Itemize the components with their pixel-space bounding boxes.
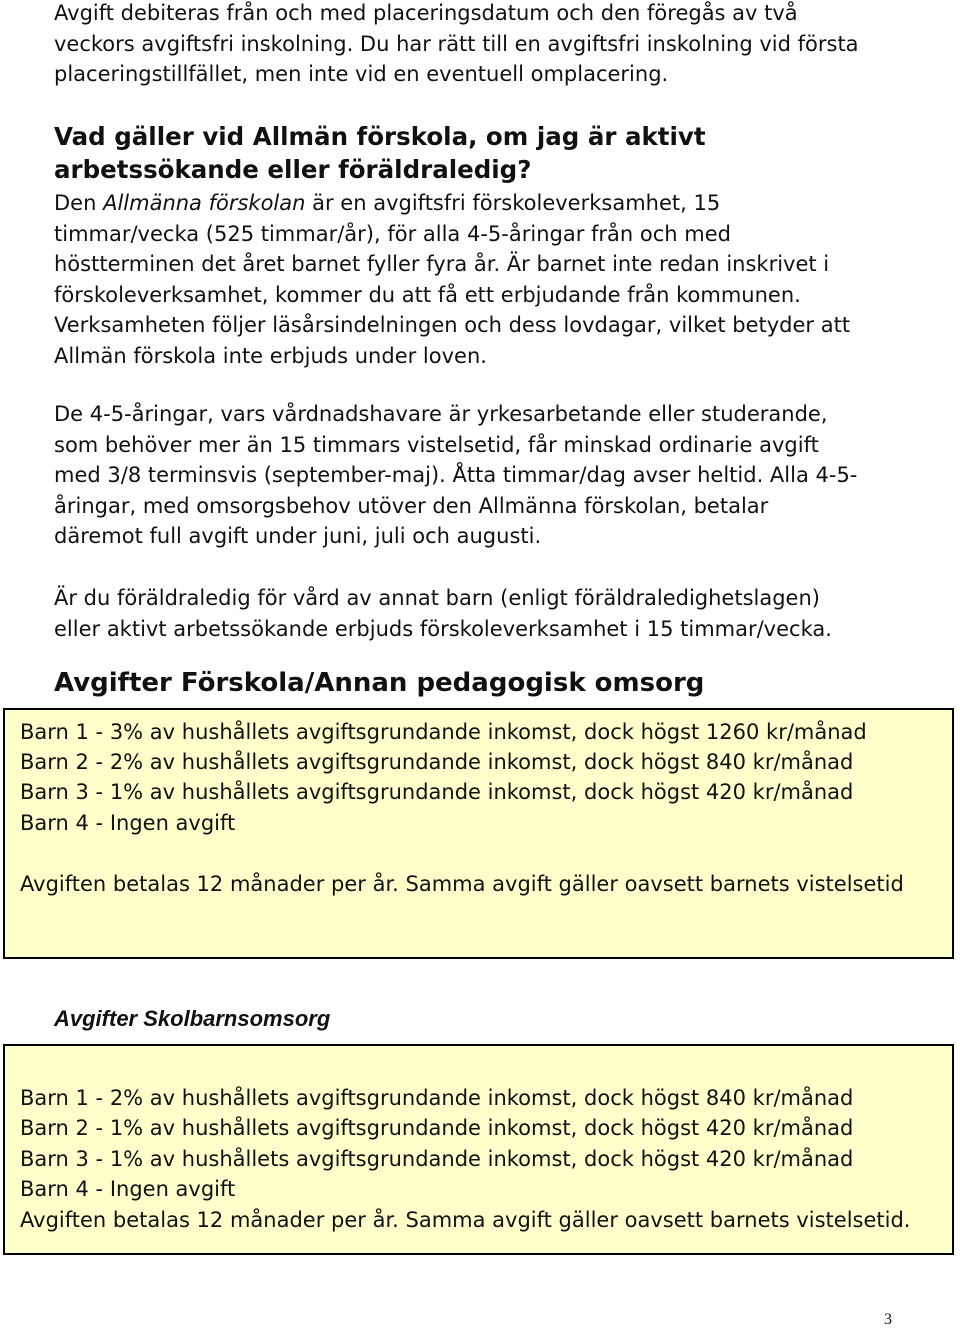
intro-paragraph: [54, 0, 944, 90]
emphasized-text: Allmänna förskolan: [103, 191, 306, 215]
fees-school-box: [3, 1044, 954, 1255]
paragraph-line: Är du föräldraledig för vård av annat barn (enligt föräldraledighetslagen): [54, 586, 820, 610]
page-number: 3: [884, 1311, 892, 1328]
allman-paragraph-3: [54, 583, 944, 644]
fee-line: Barn 3 - 1% av hushållets avgiftsgrundande inkomst, dock högst 420 kr/månad: [20, 1147, 854, 1171]
paragraph-line: förskoleverksamhet, kommer du att få ett erbjudande från kommunen.: [54, 282, 801, 307]
paragraph-line: som behöver mer än 15 timmars vistelsetid, får minskad ordinarie avgift: [54, 432, 819, 457]
paragraph-line: timmar/vecka (525 timmar/år), för alla 4-5-åringar från och med: [54, 221, 731, 246]
intro-line: placeringstillfället, men inte vid en eventuell omplacering.: [54, 62, 669, 86]
heading-line: Vad gäller vid Allmän förskola, om jag är aktivt: [54, 122, 706, 151]
paragraph-line: De 4-5-åringar, vars vårdnadshavare är yrkesarbetande eller studerande,: [54, 402, 828, 426]
fee-line: Barn 2 - 1% av hushållets avgiftsgrundande inkomst, dock högst 420 kr/månad: [20, 1116, 854, 1140]
paragraph-line: med 3/8 terminsvis (september-maj). Åtta timmar/dag avser heltid. Alla 4-5-: [54, 463, 858, 487]
paragraph-line: Verksamheten följer läsårsindelningen och dess lovdagar, vilket betyder att: [54, 313, 851, 337]
fee-line: Barn 1 - 3% av hushållets avgiftsgrundande inkomst, dock högst 1260 kr/månad: [20, 720, 867, 744]
fees-school-heading: Avgifter Skolbarnsomsorg: [54, 1006, 331, 1031]
allman-paragraph-2: [54, 399, 944, 552]
paragraph-line: däremot full avgift under juni, juli och augusti.: [54, 524, 542, 548]
fee-note: Avgiften betalas 12 månader per år. Samma avgift gäller oavsett barnets vistelsetid: [20, 872, 904, 896]
paragraph-line: åringar, med omsorgsbehov utöver den Allmänna förskolan, betalar: [54, 493, 769, 518]
text-run: Den: [54, 191, 104, 215]
fee-line: Barn 1 - 2% av hushållets avgiftsgrundande inkomst, dock högst 840 kr/månad: [20, 1086, 854, 1110]
fee-line: Barn 2 - 2% av hushållets avgiftsgrundande inkomst, dock högst 840 kr/månad: [20, 750, 854, 774]
fees-preschool-box: [3, 708, 954, 959]
intro-line: Avgift debiteras från och med placeringsdatum och den föregås av två: [54, 1, 798, 25]
fee-note: Avgiften betalas 12 månader per år. Samma avgift gäller oavsett barnets vistelsetid.: [20, 1208, 911, 1232]
text-run: är en avgiftsfri förskoleverksamhet, 15: [305, 191, 721, 215]
intro-line: veckors avgiftsfri inskolning. Du har rätt till en avgiftsfri inskolning vid första: [54, 31, 859, 56]
fee-line: Barn 4 - Ingen avgift: [20, 1177, 236, 1201]
paragraph-line: eller aktivt arbetssökande erbjuds förskoleverksamhet i 15 timmar/vecka.: [54, 616, 832, 641]
paragraph-line: höstterminen det året barnet fyller fyra år. Är barnet inte redan inskrivet i: [54, 252, 830, 276]
paragraph-line: Allmän förskola inte erbjuds under loven.: [54, 343, 487, 368]
paragraph-line: [54, 188, 944, 219]
fees-preschool-heading: Avgifter Förskola/Annan pedagogisk omsorg: [54, 668, 705, 698]
allman-forskola-heading: [54, 120, 706, 186]
heading-line: arbetssökande eller föräldraledig?: [54, 155, 532, 184]
fee-line: Barn 4 - Ingen avgift: [20, 811, 236, 835]
fee-line: Barn 3 - 1% av hushållets avgiftsgrundande inkomst, dock högst 420 kr/månad: [20, 780, 854, 804]
allman-paragraph-1: [54, 188, 944, 371]
